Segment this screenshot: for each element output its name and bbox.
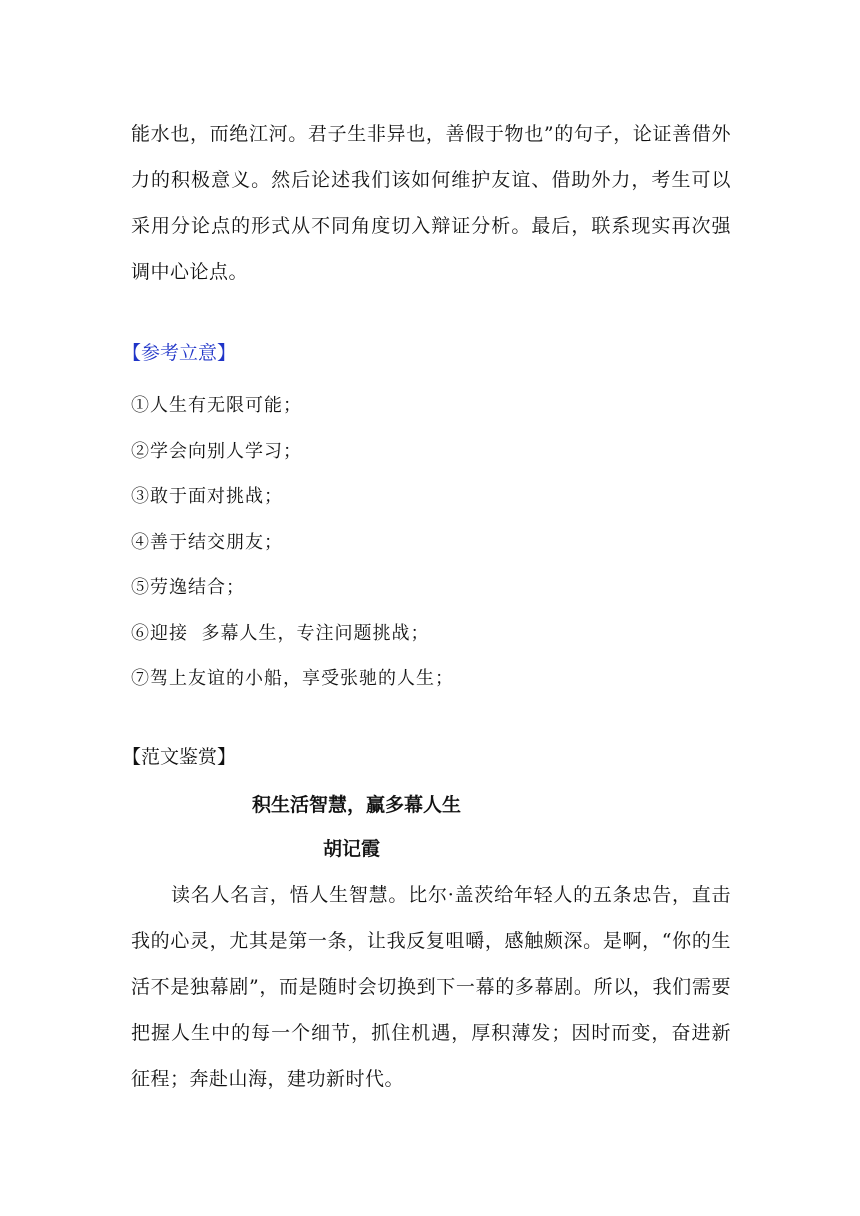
idea-item: ⑦驾上友谊的小船，享受张驰的人生； bbox=[131, 668, 454, 689]
idea-item: ①人生有无限可能； bbox=[131, 395, 302, 416]
idea-item: ③敢于面对挑战； bbox=[131, 486, 283, 507]
intro-paragraph: 能水也，而绝江河。君子生非异也，善假于物也”的句子，论证善借外力的积极意义。然后论述我们该如何维护友谊、借助外力，考生可以采用分论点的形式从不同角度切入辩证分析。最后，联系现实再次强调中心论点。 bbox=[131, 123, 731, 283]
reference-ideas-list bbox=[131, 383, 454, 702]
reference-ideas-heading: 【参考立意】 bbox=[122, 342, 237, 364]
essay-author: 胡记霞 bbox=[323, 838, 381, 860]
essay-paragraph: 读名人名言，悟人生智慧。比尔·盖茨给年轻人的五条忠告，直击我的心灵，尤其是第一条，让我反复咀嚼，感触颇深。是啊，“你的生活不是独幕剧”，而是随时会切换到下一幕的多幕剧。所以，我们需要把握人生中的每一个细节，抓住机遇，厚积薄发；因时而变，奋进新征程；奔赴山海，建功新时代。 bbox=[131, 884, 731, 1090]
sample-essay-heading: 【范文鉴赏】 bbox=[122, 746, 237, 768]
essay-title: 积生活智慧，赢多幕人生 bbox=[252, 794, 462, 816]
idea-item: ②学会向别人学习； bbox=[131, 440, 302, 462]
idea-item: ⑥迎接 多幕人生，专注问题挑战； bbox=[131, 622, 430, 644]
idea-item: ⑤劳逸结合； bbox=[131, 577, 245, 598]
idea-item: ④善于结交朋友； bbox=[131, 531, 283, 553]
